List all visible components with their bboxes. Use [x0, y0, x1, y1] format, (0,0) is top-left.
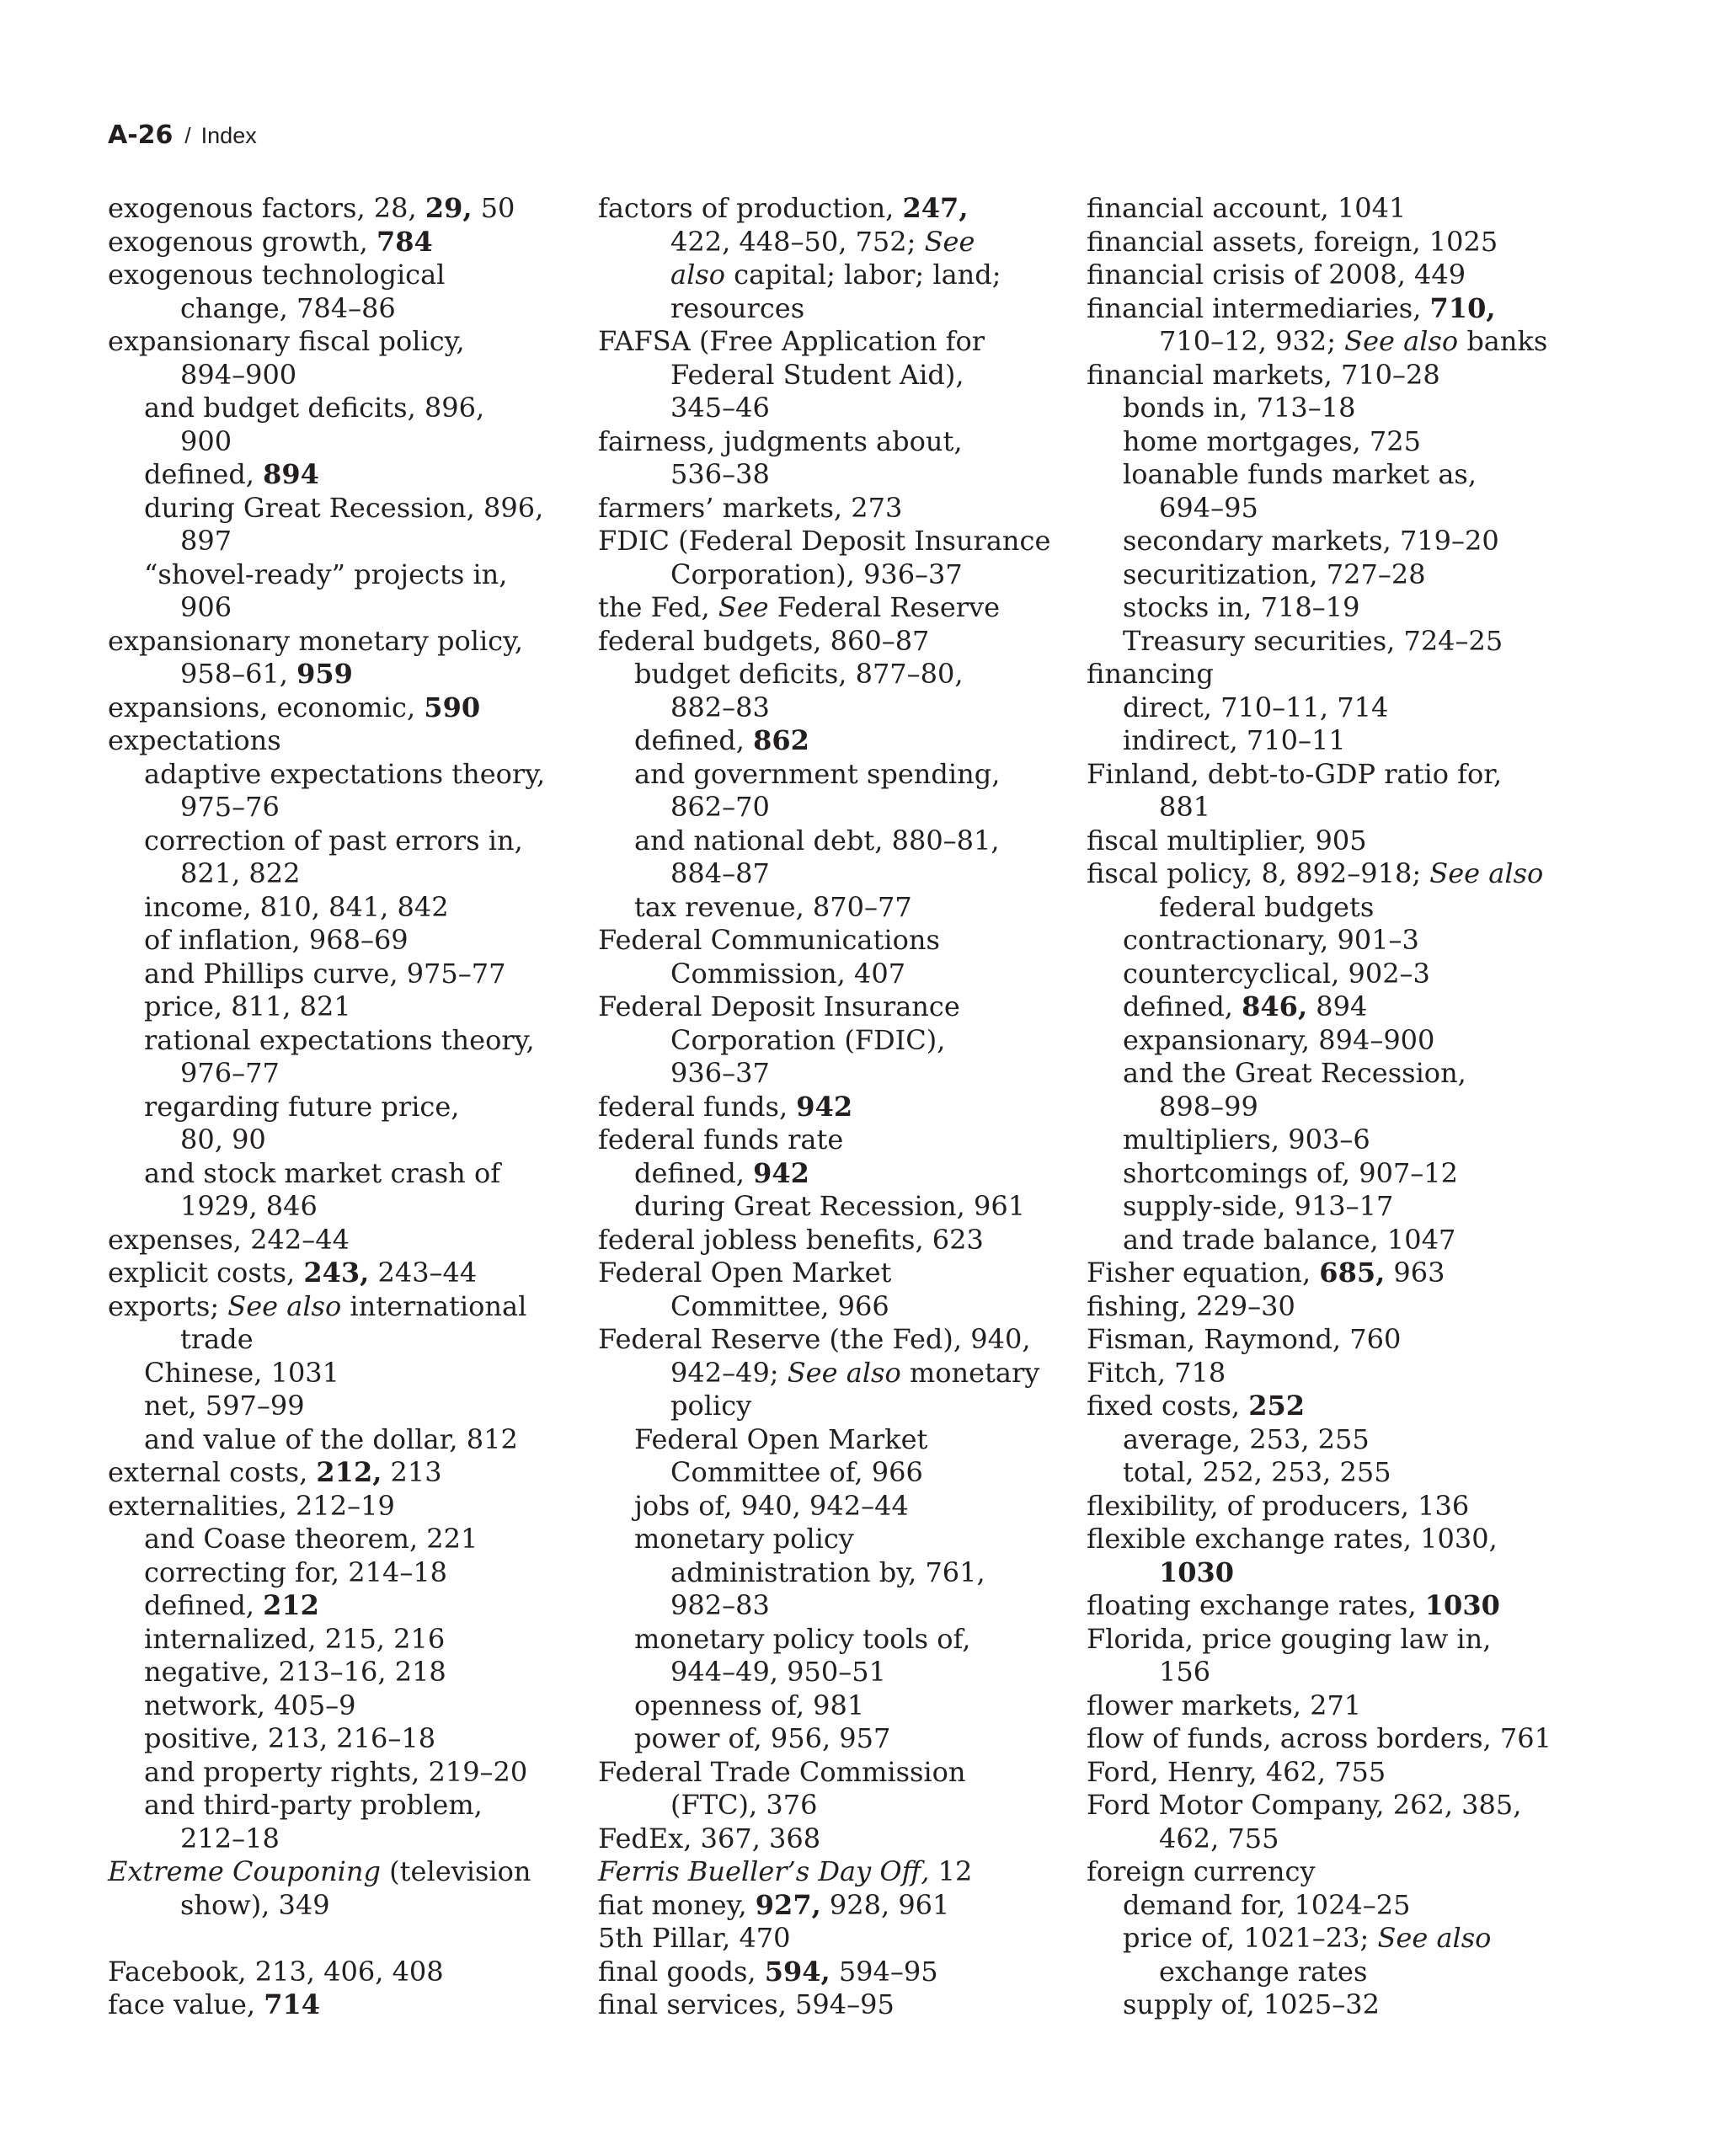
entry-line: Treasury securities, 724–25: [1123, 624, 1503, 657]
index-column-3: [1087, 192, 1567, 2022]
entry-line: correcting for, 214–18: [144, 1556, 448, 1588]
entry-line: adaptive expectations theory,: [144, 757, 546, 790]
index-entry: [108, 226, 588, 259]
entry-line: face value, 714: [108, 1988, 321, 2020]
entry-line: Federal Open Market: [598, 1257, 892, 1289]
entry-line: 694–95: [1159, 491, 1258, 524]
index-subentry: [108, 1157, 588, 1224]
index-entry: [598, 1323, 1078, 1423]
entry-line: stocks in, 718–19: [1123, 591, 1360, 623]
index-subentry: [1087, 1889, 1567, 1923]
entry-line: 345–46: [670, 392, 770, 424]
entry-line: 958–61, 959: [180, 658, 353, 690]
entry-line: and budget deficits, 896,: [144, 392, 485, 424]
entry-line: “shovel-ready” projects in,: [144, 558, 508, 590]
entry-line: 462, 755: [1159, 1822, 1279, 1854]
entry-line: final goods, 594, 594–95: [598, 1955, 938, 1988]
index-entry: [598, 924, 1078, 990]
entry-line: also capital; labor; land;: [670, 259, 1001, 291]
index-subentry: [598, 1157, 1078, 1191]
entry-line: federal funds rate: [598, 1123, 844, 1155]
index-entry: [108, 1988, 588, 2022]
index-entry: [598, 1091, 1078, 1124]
index-entry: [1087, 1257, 1567, 1290]
entry-line: countercyclical, 902–3: [1123, 957, 1430, 990]
entry-line: 944–49, 950–51: [670, 1656, 886, 1688]
entry-line: Federal Reserve (the Fed), 940,: [598, 1323, 1031, 1355]
index-subentry: [1087, 924, 1567, 958]
entry-line: exogenous factors, 28, 29, 50: [108, 192, 515, 224]
section-title: Index: [200, 123, 257, 148]
entry-line: exports; See also international: [108, 1289, 527, 1322]
entry-line: policy: [670, 1390, 752, 1422]
entry-line: flexible exchange rates, 1030,: [1087, 1523, 1498, 1555]
entry-line: 156: [1159, 1656, 1211, 1688]
entry-line: budget deficits, 877–80,: [634, 658, 964, 690]
index-subentry: [1087, 625, 1567, 659]
index-entry: [1087, 292, 1567, 359]
index-subentry: [1087, 724, 1567, 758]
entry-line: and property rights, 219–20: [144, 1755, 528, 1788]
index-entry: [598, 990, 1078, 1091]
index-entry: [598, 1123, 1078, 1157]
entry-line: during Great Recession, 961: [634, 1190, 1026, 1222]
index-subentry: [598, 1490, 1078, 1524]
entry-line: administration by, 761,: [670, 1556, 985, 1588]
index-entry: [598, 325, 1078, 425]
entry-line: correction of past errors in,: [144, 824, 523, 857]
entry-line: Committee of, 966: [670, 1456, 923, 1488]
entry-line: external costs, 212, 213: [108, 1456, 442, 1488]
entry-line: fiscal multiplier, 905: [1087, 824, 1367, 857]
entry-line: Fisher equation, 685, 963: [1087, 1257, 1445, 1289]
entry-line: contractionary, 901–3: [1123, 924, 1419, 956]
index-subentry: [598, 1523, 1078, 1623]
entry-line: Federal Trade Commission: [598, 1755, 966, 1788]
header-separator: /: [184, 123, 191, 148]
index-entry: [108, 1956, 588, 1989]
entry-line: indirect, 710–11: [1123, 724, 1346, 756]
index-entry: [1087, 1722, 1567, 1756]
entry-line: fairness, judgments about,: [598, 424, 963, 457]
entry-line: farmers’ markets, 273: [598, 491, 903, 524]
index-subentry: [108, 1756, 588, 1790]
entry-line: Corporation (FDIC),: [670, 1023, 946, 1056]
index-entry: [1087, 226, 1567, 259]
entry-line: flower markets, 271: [1087, 1689, 1362, 1721]
entry-line: Florida, price gouging law in,: [1087, 1622, 1492, 1655]
entry-line: supply of, 1025–32: [1123, 1988, 1380, 2020]
entry-line: 898–99: [1159, 1090, 1258, 1123]
entry-line: 5th Pillar, 470: [598, 1922, 791, 1954]
entry-line: 936–37: [670, 1057, 770, 1089]
entry-line: federal budgets: [1159, 890, 1375, 923]
entry-line: 862–70: [670, 791, 770, 823]
entry-line: 976–77: [180, 1057, 280, 1089]
entry-line: total, 252, 253, 255: [1123, 1456, 1391, 1488]
index-entry: [598, 1988, 1078, 2022]
index-subentry: [1087, 392, 1567, 425]
entry-line: and government spending,: [634, 757, 1001, 790]
index-entry: [598, 625, 1078, 659]
entry-line: financial crisis of 2008, 449: [1087, 259, 1466, 291]
entry-line: defined, 846, 894: [1123, 990, 1368, 1022]
index-entry: [598, 525, 1078, 591]
entry-line: 80, 90: [180, 1123, 266, 1155]
entry-line: openness of, 981: [634, 1689, 865, 1721]
entry-line: and value of the dollar, 812: [144, 1422, 518, 1455]
entry-line: jobs of, 940, 942–44: [634, 1489, 909, 1522]
entry-line: financial intermediaries, 710,: [1087, 291, 1496, 324]
index-subentry: [1087, 691, 1567, 725]
entry-line: price, 811, 821: [144, 990, 351, 1022]
entry-line: exogenous technological: [108, 259, 446, 291]
entry-line: 1929, 846: [180, 1190, 318, 1222]
index-subentry: [1087, 558, 1567, 592]
index-entry: [108, 691, 588, 725]
index-subentry: [598, 891, 1078, 925]
entry-line: expansionary fiscal policy,: [108, 325, 465, 357]
index-entry: [1087, 1490, 1567, 1524]
entry-line: (FTC), 376: [670, 1789, 818, 1821]
index-entry: [1087, 1689, 1567, 1723]
entry-line: defined, 942: [634, 1156, 809, 1189]
index-entry: [598, 1257, 1078, 1323]
index-subentry: [108, 1091, 588, 1157]
entry-line: multipliers, 903–6: [1123, 1123, 1370, 1155]
entry-line: exchange rates: [1159, 1955, 1368, 1988]
entry-line: and national debt, 880–81,: [634, 824, 1000, 857]
entry-line: final services, 594–95: [598, 1988, 895, 2020]
index-subentry: [1087, 1423, 1567, 1457]
entry-line: internalized, 215, 216: [144, 1622, 446, 1655]
index-entry: [1087, 1323, 1567, 1357]
index-subentry: [108, 825, 588, 891]
entry-line: and stock market crash of: [144, 1156, 501, 1189]
index-subentry: [108, 924, 588, 958]
index-entry: [108, 192, 588, 226]
index-subentry: [1087, 1988, 1567, 2022]
entry-line: Commission, 407: [670, 957, 906, 990]
index-subentry: [108, 1556, 588, 1590]
entry-line: power of, 956, 957: [634, 1722, 891, 1754]
entry-line: monetary policy tools of,: [634, 1622, 971, 1655]
entry-line: 536–38: [670, 458, 770, 490]
index-subentry: [108, 392, 588, 458]
index-entry: [1087, 192, 1567, 226]
index-subentry: [598, 1623, 1078, 1689]
index-entry: [598, 1224, 1078, 1257]
entry-line: direct, 710–11, 714: [1123, 691, 1389, 723]
index-entry: [108, 259, 588, 325]
entry-line: securitization, 727–28: [1123, 558, 1426, 590]
index-subentry: [598, 1190, 1078, 1224]
entry-line: defined, 212: [144, 1589, 319, 1621]
index-subentry: [108, 1024, 588, 1091]
entry-line: flow of funds, across borders, 761: [1087, 1722, 1551, 1754]
entry-line: 710–12, 932; See also banks: [1159, 325, 1548, 357]
index-entry: [108, 1290, 588, 1357]
entry-line: negative, 213–16, 218: [144, 1656, 446, 1688]
entry-line: Federal Communications: [598, 924, 940, 956]
index-subentry: [598, 1722, 1078, 1756]
index-subentry: [1087, 458, 1567, 525]
entry-line: price of, 1021–23; See also: [1123, 1922, 1492, 1954]
index-subentry: [1087, 1024, 1567, 1058]
entry-line: 894–900: [180, 358, 297, 391]
entry-line: 906: [180, 591, 232, 623]
entry-line: exogenous growth, 784: [108, 225, 433, 258]
entry-line: Extreme Couponing (television: [108, 1855, 531, 1887]
entry-line: 942–49; See also monetary: [670, 1356, 1040, 1389]
index-subentry: [1087, 1157, 1567, 1191]
index-entry: [1087, 1390, 1567, 1423]
index-subentry: [108, 1357, 588, 1390]
index-entry: [1087, 1523, 1567, 1589]
index-subentry: [108, 1789, 588, 1855]
entry-line: defined, 894: [144, 458, 319, 490]
entry-line: 884–87: [670, 857, 770, 889]
entry-line: federal jobless benefits, 623: [598, 1223, 984, 1256]
letter-group-gap: [108, 1922, 588, 1956]
entry-line: explicit costs, 243, 243–44: [108, 1257, 478, 1289]
index-subentry: [598, 1689, 1078, 1723]
entry-line: Fitch, 718: [1087, 1356, 1226, 1389]
index-subentry: [108, 1689, 588, 1723]
entry-line: loanable funds market as,: [1123, 458, 1477, 490]
index-entry: [598, 492, 1078, 526]
index-subentry: [108, 558, 588, 625]
entry-line: resources: [670, 291, 805, 324]
entry-line: supply-side, 913–17: [1123, 1190, 1394, 1222]
index-entry: [598, 1822, 1078, 1856]
entry-line: show), 349: [180, 1888, 330, 1921]
entry-line: Corporation), 936–37: [670, 558, 963, 590]
index-entry: [1087, 1623, 1567, 1689]
entry-line: financial markets, 710–28: [1087, 358, 1440, 391]
index-entry: [1087, 359, 1567, 392]
entry-line: expectations: [108, 724, 281, 756]
entry-line: floating exchange rates, 1030: [1087, 1589, 1500, 1621]
index-entry: [1087, 1589, 1567, 1623]
entry-line: financial account, 1041: [1087, 192, 1407, 224]
entry-line: average, 253, 255: [1123, 1422, 1370, 1455]
entry-line: during Great Recession, 896,: [144, 491, 544, 524]
entry-line: shortcomings of, 907–12: [1123, 1156, 1459, 1189]
entry-line: fishing, 229–30: [1087, 1289, 1295, 1322]
index-entry: [598, 1756, 1078, 1822]
entry-line: 982–83: [670, 1589, 770, 1621]
index-subentry: [1087, 1922, 1567, 1988]
index-entry: [598, 1956, 1078, 1989]
entry-line: financing: [1087, 658, 1214, 690]
entry-line: 821, 822: [180, 857, 301, 889]
index-subentry: [1087, 958, 1567, 991]
entry-line: 882–83: [670, 691, 770, 723]
entry-line: and Coase theorem, 221: [144, 1523, 478, 1555]
index-entry: [1087, 1789, 1567, 1855]
index-entry: [1087, 758, 1567, 825]
entry-line: bonds in, 713–18: [1123, 392, 1356, 424]
entry-line: Federal Deposit Insurance: [598, 990, 960, 1022]
entry-line: federal budgets, 860–87: [598, 624, 930, 657]
entry-line: flexibility, of producers, 136: [1087, 1489, 1470, 1522]
entry-line: financial assets, foreign, 1025: [1087, 225, 1498, 258]
index-entry: [1087, 259, 1567, 292]
entry-line: externalities, 212–19: [108, 1489, 395, 1522]
index-subentry: [108, 1423, 588, 1457]
entry-line: 422, 448–50, 752; See: [670, 225, 975, 258]
index-subentry: [598, 658, 1078, 724]
index-entry: [1087, 658, 1567, 691]
entry-line: the Fed, See Federal Reserve: [598, 591, 1001, 623]
index-subentry: [1087, 525, 1567, 558]
index-column-1: [108, 192, 588, 2022]
index-entry: [108, 1456, 588, 1490]
index-subentry: [108, 891, 588, 925]
index-entry: [598, 1922, 1078, 1956]
index-subentry: [108, 958, 588, 991]
index-entry: [598, 591, 1078, 625]
entry-line: positive, 213, 216–18: [144, 1722, 436, 1754]
index-subentry: [1087, 1123, 1567, 1157]
index-entry: [1087, 857, 1567, 924]
entry-line: foreign currency: [1087, 1855, 1316, 1887]
entry-line: Ford, Henry, 462, 755: [1087, 1755, 1386, 1788]
entry-line: 897: [180, 525, 232, 557]
entry-line: fiscal policy, 8, 892–918; See also: [1087, 857, 1544, 889]
entry-line: Finland, debt-to-GDP ratio for,: [1087, 757, 1503, 790]
index-entry: [1087, 825, 1567, 858]
index-entry: [108, 1257, 588, 1290]
index-subentry: [598, 825, 1078, 891]
index-subentry: [598, 724, 1078, 758]
entry-line: 1030: [1159, 1556, 1235, 1588]
entry-line: change, 784–86: [180, 291, 396, 324]
entry-line: 212–18: [180, 1822, 280, 1854]
entry-line: Facebook, 213, 406, 408: [108, 1955, 444, 1988]
entry-line: monetary policy: [634, 1523, 854, 1555]
index-entry: [108, 325, 588, 392]
entry-line: demand for, 1024–25: [1123, 1888, 1411, 1921]
entry-line: Fisman, Raymond, 760: [1087, 1323, 1402, 1355]
index-subentry: [108, 1722, 588, 1756]
index-subentry: [1087, 1456, 1567, 1490]
entry-line: Committee, 966: [670, 1289, 889, 1322]
entry-line: factors of production, 247,: [598, 192, 969, 224]
index-entry: [1087, 1855, 1567, 1889]
index-subentry: [108, 1656, 588, 1689]
entry-line: FAFSA (Free Application for: [598, 325, 985, 357]
entry-line: rational expectations theory,: [144, 1023, 535, 1056]
index-entry: [108, 625, 588, 691]
index-subentry: [108, 1589, 588, 1623]
index-subentry: [108, 1390, 588, 1423]
entry-line: fixed costs, 252: [1087, 1390, 1306, 1422]
entry-line: secondary markets, 719–20: [1123, 525, 1499, 557]
index-subentry: [1087, 591, 1567, 625]
entry-line: 975–76: [180, 791, 280, 823]
entry-line: FDIC (Federal Deposit Insurance: [598, 525, 1051, 557]
entry-line: Ferris Bueller’s Day Off, 12: [598, 1855, 973, 1887]
entry-line: and Phillips curve, 975–77: [144, 957, 506, 990]
entry-line: Federal Student Aid),: [670, 358, 964, 391]
index-subentry: [1087, 1224, 1567, 1257]
index-entry: [108, 1224, 588, 1257]
index-entry: [1087, 1756, 1567, 1790]
index-subentry: [1087, 990, 1567, 1024]
index-subentry: [598, 758, 1078, 825]
index-entry: [598, 192, 1078, 325]
page-header: [108, 119, 257, 152]
index-entry: [1087, 1290, 1567, 1324]
index-entry: [598, 1889, 1078, 1923]
index-subentry: [1087, 1057, 1567, 1123]
entry-line: federal funds, 942: [598, 1090, 853, 1123]
index-subentry: [1087, 425, 1567, 459]
index-subentry: [108, 758, 588, 825]
entry-line: Chinese, 1031: [144, 1356, 340, 1389]
entry-line: fiat money, 927, 928, 961: [598, 1888, 950, 1921]
entry-line: FedEx, 367, 368: [598, 1822, 821, 1854]
entry-line: expenses, 242–44: [108, 1223, 350, 1256]
entry-line: and the Great Recession,: [1123, 1057, 1466, 1089]
index-column-2: [598, 192, 1078, 2022]
entry-line: defined, 862: [634, 724, 809, 756]
entry-line: Federal Open Market: [634, 1422, 928, 1455]
entry-line: net, 597–99: [144, 1390, 305, 1422]
entry-line: and trade balance, 1047: [1123, 1223, 1456, 1256]
index-subentry: [108, 1623, 588, 1657]
entry-line: regarding future price,: [144, 1090, 460, 1123]
index-subentry: [1087, 1190, 1567, 1224]
entry-line: Ford Motor Company, 262, 385,: [1087, 1789, 1522, 1821]
entry-line: income, 810, 841, 842: [144, 890, 449, 923]
entry-line: and third-party problem,: [144, 1789, 483, 1821]
index-subentry: [108, 458, 588, 492]
entry-line: expansions, economic, 590: [108, 691, 481, 723]
index-subentry: [108, 990, 588, 1024]
entry-line: of inflation, 968–69: [144, 924, 409, 956]
index-entry: [598, 1855, 1078, 1889]
page-number: A-26: [108, 120, 174, 150]
index-subentry: [598, 1423, 1078, 1490]
entry-line: expansionary monetary policy,: [108, 624, 524, 657]
entry-line: home mortgages, 725: [1123, 424, 1421, 457]
entry-line: 900: [180, 424, 232, 457]
index-entry: [108, 1490, 588, 1524]
index-entry: [1087, 1357, 1567, 1390]
index-entry: [108, 724, 588, 758]
entry-line: 881: [1159, 791, 1211, 823]
entry-line: tax revenue, 870–77: [634, 890, 912, 923]
index-subentry: [108, 492, 588, 558]
index-subentry: [108, 1523, 588, 1556]
index-entry: [108, 1855, 588, 1922]
entry-line: expansionary, 894–900: [1123, 1023, 1435, 1056]
index-entry: [598, 425, 1078, 492]
entry-line: trade: [180, 1323, 254, 1355]
entry-line: network, 405–9: [144, 1689, 356, 1721]
